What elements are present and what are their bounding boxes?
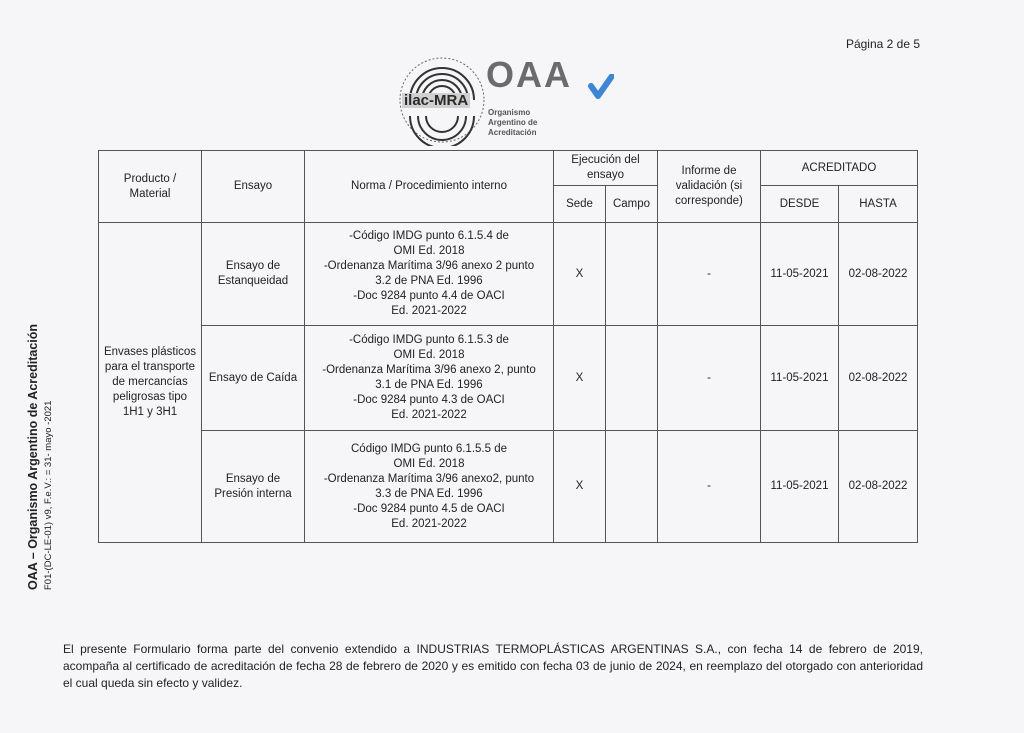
footer-note: El presente Formulario forma parte del convenio extendido a INDUSTRIAS TERMOPLÁSTICAS ARGENTINAS S.A., con fecha 14 de febrero de 2019, acompaña al certificado de acreditación de fecha 28 de febrero de 2020 y es emitido con fecha 03 de junio de 2024, en reemplazo del otorgado con anterioridad el cual queda sin efecto y validez.	[63, 642, 923, 690]
cell-sede: X	[554, 326, 606, 431]
cell-hasta: 02-08-2022	[839, 431, 918, 543]
norma-line: -Doc 9284 punto 4.3 de OACI	[353, 394, 505, 406]
header-norma: Norma / Procedimiento interno	[305, 151, 554, 223]
check-icon	[588, 74, 614, 100]
cell-informe: -	[658, 223, 761, 326]
cell-norma	[305, 326, 554, 431]
cell-hasta: 02-08-2022	[839, 223, 918, 326]
norma-line: -Ordenanza Marítima 3/96 anexo2, punto	[323, 472, 535, 485]
header-informe: Informe de validación (si corresponde)	[658, 151, 761, 223]
header-producto: Producto / Material	[99, 151, 202, 223]
norma-line: Código IMDG punto 6.1.5.5 de	[351, 442, 507, 455]
header-hasta: HASTA	[839, 186, 918, 223]
cell-sede: X	[554, 431, 606, 543]
norma-line: -Doc 9284 punto 4.4 de OACI	[353, 290, 505, 302]
norma-line: OMI Ed. 2018	[393, 457, 465, 470]
side-title-form-code: F01-(DC-LE-01) v9, F.e.V.: = 31- mayo -2021	[43, 400, 54, 590]
side-title-organization: OAA – Organismo Argentino de Acreditación	[26, 323, 40, 590]
side-title	[26, 210, 56, 590]
cell-desde: 11-05-2021	[761, 431, 839, 543]
cell-producto: Envases plásticos para el transporte de mercancías peligrosas tipo 1H1 y 3H1	[99, 223, 202, 543]
cell-ensayo: Ensayo de Estanqueidad	[202, 223, 305, 326]
norma-line: 3.1 de PNA Ed. 1996	[375, 379, 483, 391]
cell-desde: 11-05-2021	[761, 326, 839, 431]
table-row	[99, 326, 918, 431]
cell-ensayo: Ensayo de Caída	[202, 326, 305, 431]
page-number: Página 2 de 5	[845, 37, 920, 51]
oaa-subtitle-line: Acreditación	[488, 128, 537, 137]
ilac-mra-label: ilac-MRA	[404, 92, 469, 109]
norma-line: -Ordenanza Marítima 3/96 anexo 2 punto	[323, 260, 535, 272]
cell-hasta: 02-08-2022	[839, 326, 918, 431]
norma-line: 3.2 de PNA Ed. 1996	[375, 275, 483, 287]
cell-ensayo: Ensayo de Presión interna	[202, 431, 305, 543]
norma-line: -Código IMDG punto 6.1.5.4 de	[349, 230, 509, 242]
header-ensayo: Ensayo	[202, 151, 305, 223]
cell-informe: -	[658, 431, 761, 543]
norma-line: OMI Ed. 2018	[393, 245, 465, 257]
oaa-wordmark: OAA	[486, 54, 572, 95]
norma-line: Ed. 2021-2022	[391, 409, 467, 421]
norma-line: -Código IMDG punto 6.1.5.3 de	[349, 334, 509, 346]
header-acreditado: ACREDITADO	[761, 151, 918, 186]
norma-line: Ed. 2021-2022	[391, 305, 467, 317]
norma-line: -Doc 9284 punto 4.5 de OACI	[353, 502, 505, 515]
table-row	[99, 223, 918, 326]
cell-campo	[606, 326, 658, 431]
header-desde: DESDE	[761, 186, 839, 223]
header-campo: Campo	[606, 186, 658, 223]
cell-desde: 11-05-2021	[761, 223, 839, 326]
header-sede: Sede	[554, 186, 606, 223]
oaa-subtitle	[488, 108, 537, 138]
oaa-subtitle-line: Argentino de	[488, 118, 538, 127]
norma-line: 3.3 de PNA Ed. 1996	[375, 487, 483, 500]
oaa-subtitle-line: Organismo	[488, 108, 531, 117]
cell-sede: X	[554, 223, 606, 326]
accreditation-table	[98, 150, 918, 543]
cell-campo	[606, 431, 658, 543]
cell-norma	[305, 431, 554, 543]
cell-informe: -	[658, 326, 761, 431]
norma-line: Ed. 2021-2022	[391, 517, 467, 530]
header-ejecucion: Ejecución del ensayo	[554, 151, 658, 186]
norma-line: -Ordenanza Marítima 3/96 anexo 2, punto	[322, 364, 536, 376]
norma-line: OMI Ed. 2018	[393, 349, 465, 361]
oaa-ilac-logo	[396, 54, 626, 146]
table-row	[99, 431, 918, 543]
cell-campo	[606, 223, 658, 326]
cell-norma	[305, 223, 554, 326]
